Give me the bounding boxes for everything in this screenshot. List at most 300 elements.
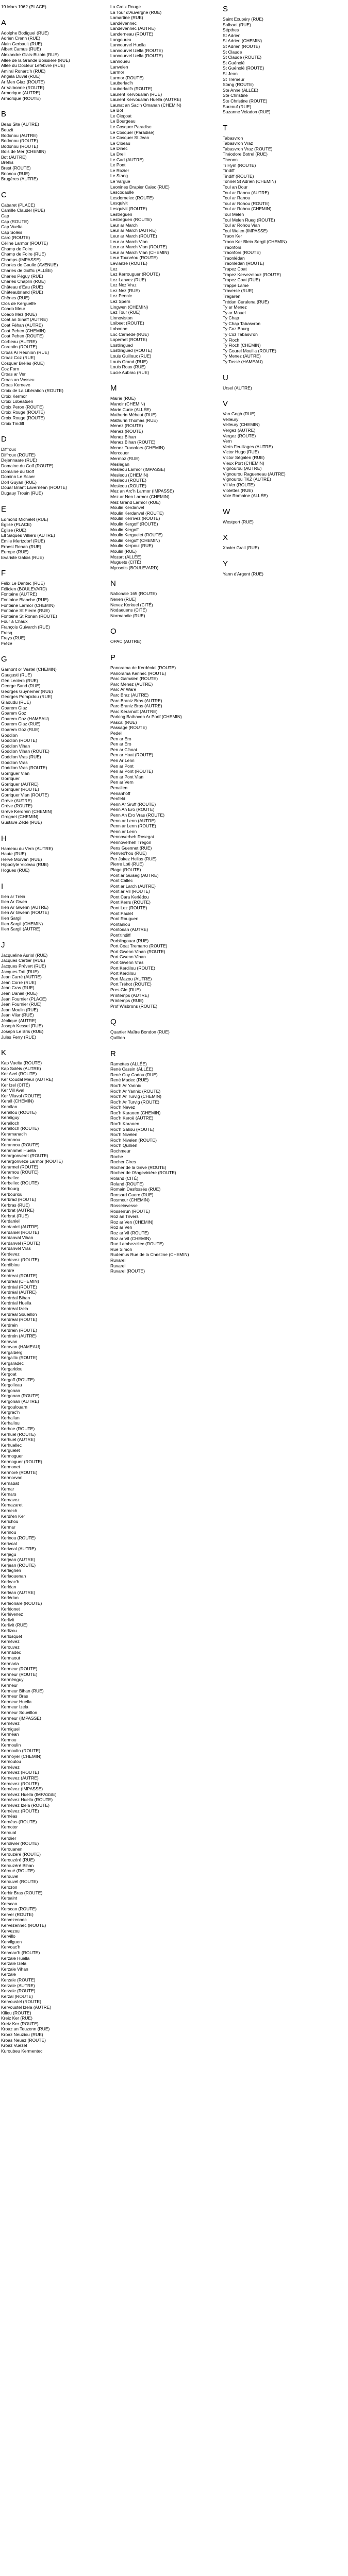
street-entry: Moulin Kerdanvel [110,505,144,511]
street-entry: Kerzale (ROUTE) [1,1988,36,1994]
street-entry: Kergonan [1,1387,20,1393]
street-entry: Roche [110,1154,123,1159]
street-entry: Pontaniou [110,921,130,927]
street-entry: Ruvarel (ROUTE) [110,1268,145,1274]
street-entry: Evariste Galois (RUE) [1,554,44,560]
street-entry: Victor Hugo (RUE) [223,449,259,455]
street-entry: Keravan [1,1338,18,1344]
street-entry: Grève Kerdrein (CHEMIN) [1,808,53,814]
street-entry: Kernévez [1,1639,20,1645]
street-entry: Kermaria [1,1660,19,1666]
street-entry: Cosquer Brélès (RUE) [1,361,45,366]
street-entry: Ker Avel (ROUTE) [1,1071,37,1077]
street-entry: Goarem Goz (HAMEAU) [1,716,49,721]
street-entry: René Madec (RUE) [110,1077,149,1083]
index-column-2 [110,4,219,1282]
street-entry: Goddion Vihan (ROUTE) [1,749,49,754]
street-entry: Port Kerdilou [110,971,136,976]
street-entry: François Guivarch (RUE) [1,624,50,630]
street-entry: Kerzal (ROUTE) [1,1993,33,1999]
street-entry: Kervoustel Izela (AUTRE) [1,2004,52,2010]
street-entry: Lez Pennic [110,293,132,299]
street-entry: Ruvarel [110,1257,126,1263]
street-entry: Angela Duval (RUE) [1,74,41,79]
street-entry: Loperhet (ROUTE) [110,337,147,343]
street-entry: Goddion (ROUTE) [1,738,37,743]
street-entry: Mesleou (ROUTE) [110,478,146,483]
street-entry: Trapez Kervezelouz (ROUTE) [223,272,281,277]
street-entry: Tabasvron Vraz [223,141,253,146]
street-entry: Traon Ker Blein Sergil (CHEMIN) [223,239,287,244]
street-entry: Pen ar C'hoat [110,747,137,752]
street-entry: Le Clegoat [110,113,132,118]
street-entry: Bodonou (AUTRE) [1,132,38,138]
street-entry: Lez Lanvez (RUE) [110,277,146,282]
street-entry: Toul Welen (IMPASSE) [223,228,268,233]
street-entry: Lostlingued [110,342,133,348]
street-entry: Landevennec (AUTRE) [110,26,156,31]
street-entry: Parc Menez (AUTRE) [110,681,153,687]
street-entry: Kerallou (ROUTE) [1,1109,37,1115]
letter-section [1,190,109,426]
street-entry: Kerbrat (RUE) [1,1213,29,1218]
street-entry: Goarem Goz (RUE) [1,726,40,732]
street-entry: Kerdanvel (ROUTE) [1,1240,41,1246]
street-entry: Kerozon [1,1884,18,1890]
street-entry: Kernevez (ROUTE) [1,1781,39,1786]
street-entry: Kerannou (ROUTE) [1,1142,40,1148]
street-entry: Pont'tindiff [110,933,131,938]
street-entry: Trappe Lame [223,282,249,288]
street-entry: Kerichou [1,1519,19,1524]
street-entry: Lez Spern [110,299,130,304]
street-entry: Bodonou (ROUTE) [1,143,38,149]
street-entry: Bréhis [1,160,14,165]
street-entry: Lingwen (CHEMIN) [110,304,148,310]
street-entry: Kerdibiou [1,1262,20,1268]
street-entry: Kernévez (ROUTE) [1,1808,39,1814]
street-entry: Myosotis (BOULEVARD) [110,565,159,570]
letter-section [110,1017,219,1040]
street-entry: Caro (ROUTE) [1,235,30,241]
street-entry: Kergaradec [1,1360,24,1366]
street-entry: Kerléan (AUTRE) [1,1589,36,1595]
street-entry: Kernévez [1,1764,20,1770]
street-entry: Manoir (CHEMIN) [110,401,145,406]
street-entry: Toul ar Rohou Vian [223,223,260,228]
street-entry: Kervillo [1,1934,15,1939]
street-entry: Croix Rouge (ROUTE) [1,410,45,415]
street-entry: Jean Corre (RUE) [1,979,37,985]
street-entry: Kerhoe (ROUTE) [1,1426,35,1432]
street-entry: Kermoré (ROUTE) [1,1469,38,1475]
street-entry: Bois de Mer (CHEMIN) [1,149,46,155]
street-entry: Ste Christine (ROUTE) [223,98,268,104]
street-entry: Kerdrein (AUTRE) [1,1333,37,1338]
street-entry: Leonines Drapier Calec (RUE) [110,184,170,190]
letter-section [223,373,331,391]
section-letter-heading: H [1,834,7,843]
street-entry: Bodonou (ROUTE) [1,138,38,144]
street-entry: Ty Floch [223,337,240,343]
street-entry: Lamartine (RUE) [110,15,143,21]
street-entry: 19 Mars 1962 (PLACE) [1,4,46,9]
street-entry: Kerouvez [1,1644,20,1650]
street-entry: Ilien Ar Gwenn (ROUTE) [1,910,49,916]
street-entry: Kerlaouenan [1,1573,26,1579]
street-entry: Allée de la Grande Boissière (RUE) [1,57,70,63]
street-entry: Goarem Glaz (RUE) [1,721,41,727]
street-entry: Kerzale [1,1972,16,1977]
street-entry: Kerzale (ROUTE) [1,1977,36,1982]
street-entry: Kermeur (ROUTE) [1,1666,38,1672]
street-entry: Mez an Arc'h Larmor (IMPASSE) [110,488,174,494]
street-entry: Croix Lobeatuen [1,399,34,404]
street-entry: Gaugusti (RUE) [1,672,32,677]
street-entry: Ste Christine [223,93,248,98]
street-entry: Trapez Coat (RUE) [223,277,260,283]
street-entry: Le Vargue [110,179,130,184]
street-entry: Vignourou TKZ (AUTRE) [223,477,271,482]
letter-section [110,626,219,645]
street-entry: Keravan (HAMEAU) [1,1344,41,1350]
street-entry: Kerdaniel (ROUTE) [1,1229,39,1235]
street-entry: Kervezennec (ROUTE) [1,1923,46,1928]
section-letter-heading: B [1,110,7,119]
letter-section [223,123,331,365]
street-entry: Kerdréal (CHEMIN) [1,1279,39,1284]
street-entry: Leur ar March Vian [110,239,148,244]
street-entry: Kervoac'h (ROUTE) [1,1950,40,1956]
street-entry: Vil Ver (ROUTE) [223,482,255,487]
street-entry: Roc'h Keroë (AUTRE) [110,1115,154,1121]
section-letter-heading: T [223,123,228,132]
street-entry: Moulin Kerpoul (RUE) [110,543,153,549]
street-entry: Penveo'hou (RUE) [110,851,147,856]
street-entry: Le Cosquer (Paradise) [110,129,155,135]
section-letter-heading: S [223,5,228,13]
street-entry: Larmor (ROUTE) [110,75,144,80]
street-entry: Kerdaniel [1,1218,20,1224]
street-entry: Jean Daniel (RUE) [1,990,38,996]
street-entry: Vieux Port (CHEMIN) [223,460,264,466]
street-entry: Céline Larmor (ROUTE) [1,241,48,246]
street-entry: Louis Guilloux (RUE) [110,353,152,359]
street-entry: Kilieu (ROUTE) [1,2010,31,2015]
section-letter-heading: D [1,435,7,444]
street-entry: Gorriquer Vian (ROUTE) [1,792,49,798]
street-entry: Kermou [1,1737,16,1742]
street-entry: Passage (ROUTE) [110,725,147,731]
street-entry: Dugauy Trouin (RUE) [1,490,43,496]
street-entry: Keralloch (ROUTE) [1,1126,39,1131]
letter-section [223,399,331,499]
street-entry: Charles de Gaulle (AVENUE) [1,262,58,268]
street-entry: Charles de Goffic (ALLÉE) [1,267,53,273]
street-entry: La Croix Rouge [110,4,141,9]
street-entry: Diffroux [1,447,16,452]
street-entry: Traverse (RUE) [223,288,254,294]
street-entry: Kerméan [1,1732,19,1737]
street-entry: Kerannmel Huella [1,1147,36,1153]
street-entry: Menez (ROUTE) [110,423,143,429]
street-entry: Trédan Curalena (RUE) [223,299,269,304]
street-entry: Pres Gle (RUE) [110,987,141,992]
street-entry: Croas an Vosseu [1,377,35,382]
street-entry: Kerouanen [1,1846,23,1852]
street-entry: Kermoulin [1,1742,21,1748]
street-entry: Pen ar Ero [110,736,131,741]
street-entry: Douar Briant Lavernéan (ROUTE) [1,485,68,490]
street-entry: Port Coat Tremarro (ROUTE) [110,943,168,949]
street-entry: Gorriquer (ROUTE) [1,787,39,792]
street-entry: Roland (ROUTE) [110,1181,144,1187]
street-entry: Pont Cara Kerlédou [110,894,149,900]
street-entry: Moulin Kergoff (CHEMIN) [110,537,160,543]
street-entry: Tindiff [223,168,235,174]
street-entry: Goddion Vras (RUE) [1,754,41,759]
street-entry: Adrien Crenn (RUE) [1,36,41,41]
street-entry: Armorique (AUTRE) [1,90,41,96]
street-entry: Kroaz Neuziou (RUE) [1,2031,43,2037]
street-entry: Le Drell [110,151,126,157]
street-entry: Lesquivit (ROUTE) [110,206,147,211]
street-entry: Kernévez Huella (IMPASSE) [1,1791,57,1797]
street-entry: Coz Forn [1,366,19,371]
street-entry: Landerneau (ROUTE) [110,31,154,37]
street-entry: Toul Melen Rueg (ROUTE) [223,217,275,223]
street-entry: Vignourou Ragueneau (AUTRE) [223,471,286,477]
street-entry: Velleury [223,416,239,422]
street-entry: Kerhallan [1,1415,20,1420]
street-entry: Plage (ROUTE) [110,867,141,872]
street-entry: Coat an Sinaff (AUTRE) [1,317,48,323]
street-entry: Domaine du Golf [1,468,34,474]
street-entry: Kerménguy [1,1677,24,1683]
street-entry: Toul ar Rohou (CHEMIN) [223,206,272,212]
street-entry: Kerdanval Vihan [1,1235,34,1241]
street-entry: Ty Menez (AUTRE) [223,353,261,359]
street-entry: Le Cosquer Paradise [110,124,152,130]
street-entry: Gorriquer [1,776,20,782]
street-entry: Ilien Sargil (CHEMIN) [1,921,43,926]
street-entry: Hameau du Vern (AUTRE) [1,845,53,851]
street-entry: Kernéas (ROUTE) [1,1819,37,1824]
street-entry: Haute (RUE) [1,851,26,857]
street-entry: Lez [110,266,118,272]
street-entry: Meslegan [110,461,129,467]
street-entry: Ilien Sargil (AUTRE) [1,926,41,932]
street-entry: Jean Moulin (RUE) [1,1007,38,1012]
section-letter-heading: W [223,507,230,516]
street-entry: Toul ar Rohou (ROUTE) [223,200,270,206]
street-entry: Théodore Botrel (RUE) [223,151,268,157]
letter-section [110,653,219,1009]
street-entry: Kermar [1,1524,15,1530]
street-entry: Kerouzéré (ROUTE) [1,1852,41,1857]
street-entry: Lez Nez Vraz [110,282,137,288]
section-letter-heading: X [223,533,228,543]
street-entry: Trégaren [223,293,241,299]
street-entry: Kerjean (AUTRE) [1,1557,36,1563]
street-entry: Mesleou Larmor (IMPASSE) [110,467,165,472]
street-entry: Port Tréhot (ROUTE) [110,981,152,987]
street-entry: Kerver (ROUTE) [1,1911,34,1917]
street-entry: Jéolique (AUTRE) [1,1018,37,1023]
street-entry: Kergoulouarn [1,1404,28,1410]
street-entry: Croix Rouge (ROUTE) [1,415,45,420]
street-entry: Kerléonet [1,1606,20,1612]
street-entry: Lestreguen [110,211,132,217]
street-entry: Roc'h Ar Yannic (ROUTE) [110,1088,161,1094]
street-entry: Rochmeur [110,1148,131,1154]
street-entry: Leur ar March Vian (ROUTE) [110,244,167,250]
section-letter-heading: K [1,1048,7,1058]
street-entry: Le Bot [110,108,123,113]
street-entry: Domaine du Golf (ROUTE) [1,463,54,468]
street-entry: Langoureu [110,37,131,42]
street-entry: Mozart (ALLÉE) [110,554,142,560]
street-entry: Hervé Morvan (RUE) [1,856,42,862]
street-entry: Kerdréal Bihan [1,1295,30,1300]
street-entry: Menez Traonfors (CHEMIN) [110,445,165,450]
street-entry: Pen ar Pont Vian [110,774,144,779]
street-entry: Van Gogh (RUE) [223,411,256,417]
street-entry: Pen ar Vern [110,779,134,785]
street-entry: Lostlingued (ROUTE) [110,348,153,353]
street-entry: Le Bourgeau [110,118,136,124]
letter-section [1,504,109,561]
street-entry: Freys (RUE) [1,635,26,641]
street-entry: Pontorian (AUTRE) [110,927,148,933]
street-entry: Mez ar Nen Larmor (CHEMIN) [110,494,170,500]
street-entry: Ty Gourel Mouilla (ROUTE) [223,348,276,353]
street-entry: Kerlivit (RUE) [1,1622,28,1628]
street-entry: Ker Vilaval (ROUTE) [1,1093,42,1098]
street-entry: Menez (ROUTE) [110,428,143,434]
street-entry: Ruvarel [110,1263,126,1268]
index-column-3 [223,4,331,585]
street-entry: Mez Grand Larmor (RUE) [110,499,161,505]
street-entry: St Adrien (CHEMIN) [223,38,262,44]
street-entry: Penfeld [110,796,125,802]
section-letter-heading: R [110,1049,116,1058]
street-entry: Parc Ar Ware [110,687,137,692]
street-entry: Kergoff (ROUTE) [1,1377,35,1382]
street-entry: Moulin Kerrivez (ROUTE) [110,516,160,521]
street-entry: Roc'h Nivelen [110,1132,138,1138]
street-entry: Lévianzé (ROUTE) [110,260,147,266]
street-entry: Roc'h Saliou (ROUTE) [110,1126,155,1132]
street-entry: Kerolier [1,1835,16,1841]
street-entry: Lauberlac'h [110,80,133,86]
street-entry: Jean Carré (AUTRE) [1,974,42,980]
letter-section [1,109,109,182]
letter-section [223,507,331,525]
street-entry: Penn An Ero Vras (ROUTE) [110,812,165,818]
letter-section [1,654,109,825]
street-entry: Moulin (RUE) [110,549,137,554]
street-entry: Charles Péguy (RUE) [1,273,43,279]
street-entry: Dorl Guyan (RUE) [1,479,37,485]
street-entry: Rosserrun (ROUTE) [110,1208,150,1214]
street-entry: Adolphe Bodiguel (RUE) [1,30,49,36]
street-entry: Kerbrat (AUTRE) [1,1208,35,1213]
street-entry: Roland (CITÉ) [110,1176,139,1181]
street-entry: Ar Valbonne (ROUTE) [1,84,44,90]
section-letter-heading: Y [223,559,228,568]
street-entry: Ilien Ar Gwenn (AUTRE) [1,904,49,910]
street-entry: Suzanne Veladon (RUE) [223,109,271,115]
street-entry: Moulin Kergoff (ROUTE) [110,521,158,527]
street-entry: Charles Chaplin (RUE) [1,279,46,284]
street-entry: Kerouzéré (RUE) [1,1857,35,1862]
street-entry: Rudemus Rue de la Christine (CHEMIN) [110,1252,189,1258]
street-entry: Fontaine St Ronan (ROUTE) [1,613,57,619]
street-entry: Goddion Vras (ROUTE) [1,765,47,771]
street-entry: Coado Meur [1,306,25,312]
street-entry: Pen ar Pont [110,763,134,769]
street-entry: Lannoueu [110,58,130,64]
street-entry: Panorama Kerinec (ROUTE) [110,670,167,676]
section-letter-heading: P [110,653,116,662]
street-entry: Roc'h Ar Yannic [110,1082,141,1088]
street-entry: Alain Gerbault (RUE) [1,41,42,46]
street-entry: Clos de Kerguelfe [1,300,36,306]
street-entry: Kerlivit [1,1617,14,1622]
letter-section [1,18,109,101]
street-entry: Rosseinvesse [110,1202,138,1208]
street-entry: Hogues (RUE) [1,868,30,873]
street-entry: Romain Desfossés (RUE) [110,1187,161,1192]
street-entry: Parc Kerarnott (AUTRE) [110,708,158,714]
street-entry: Menez Bihan [110,434,136,439]
street-entry: Lauberlac'h (ROUTE) [110,86,153,91]
street-entry: Kroas Neuez (ROUTE) [1,2037,46,2043]
street-entry: Fontaine (AUTRE) [1,591,37,597]
street-entry: Kergonan (AUTRE) [1,1399,39,1404]
street-entry: Ty Coz Bourg [223,326,250,332]
letter-section [1,568,109,646]
street-entry: Lannourvel Huella [110,42,146,48]
street-entry: Saint Exupéry (RUE) [223,16,263,22]
street-entry: St Guénolé [223,60,245,65]
street-entry: Mesleou (CHEMIN) [110,472,148,478]
street-entry: Tonnel St Adrien (CHEMIN) [223,179,276,184]
street-entry: Port Gwenn Vihan [110,954,146,960]
street-entry: Cap (ROUTE) [1,218,29,224]
street-entry: Ste Anne (ALLÉE) [223,87,258,93]
street-entry: Kerbourg [1,1185,19,1191]
street-entry: Voie Romaine (ALLÉE) [223,493,268,499]
street-entry: Kermeur (IMPASSE) [1,1715,41,1721]
section-letter-heading: J [1,940,5,950]
street-entry: Westport (RUE) [223,519,254,524]
street-entry: Coado Mez (RUE) [1,311,37,317]
street-entry: Ronsard Guerc (RUE) [110,1192,154,1197]
street-entry: Parc Gamalen (ROUTE) [110,676,158,682]
street-entry: Linnoviston [110,315,133,320]
street-entry: OPAC (AUTRE) [110,639,142,645]
street-entry: Jacques Tati (RUE) [1,969,39,974]
letter-section [1,434,109,496]
street-entry: Kerolivier (ROUTE) [1,1841,39,1846]
street-entry: Kerjean (ROUTE) [1,1562,36,1568]
street-entry: Penn ar Lenn (ROUTE) [110,823,156,829]
street-entry: Kerinou [1,1530,16,1535]
street-entry: Kergrac'h [1,1410,20,1415]
section-letter-heading: I [1,882,4,891]
